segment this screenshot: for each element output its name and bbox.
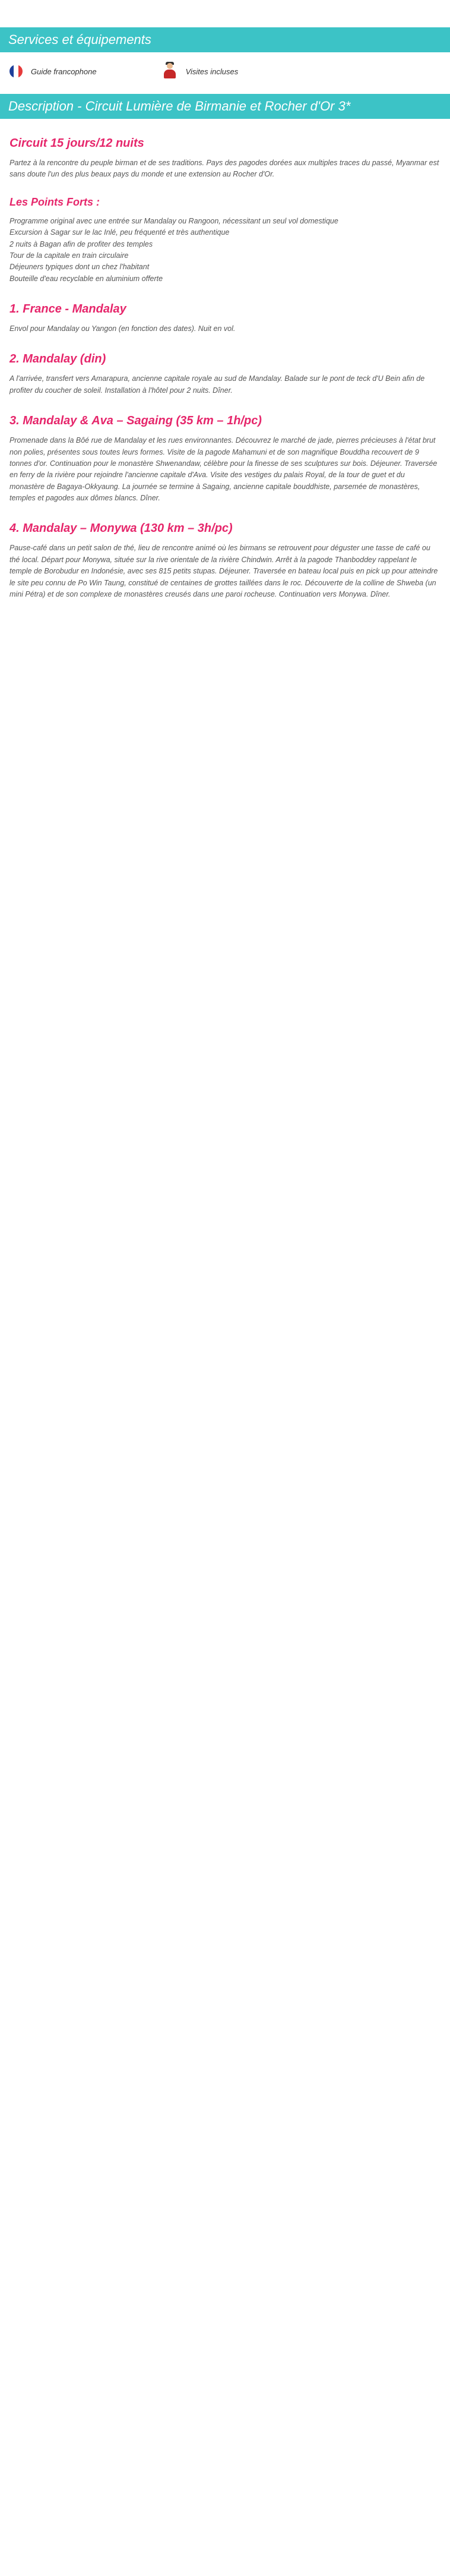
list-item: Excursion à Sagar sur le lac Inlé, peu fréquenté et très authentique bbox=[9, 228, 230, 237]
day-section bbox=[9, 522, 441, 600]
day-title: 3. Mandalay & Ava – Sagaing (35 km – 1h/pc) bbox=[9, 414, 262, 428]
day-text: Envol pour Mandalay ou Yangon (en fonction des dates). Nuit en vol. bbox=[9, 324, 236, 333]
day-title: 1. France - Mandalay bbox=[9, 302, 126, 316]
day-text: Promenade dans la Bôé rue de Mandalay et les rues environnantes. Découvrez le marché de jade, pierres précieuses à l'état brut non polies, présentes sous toutes leurs formes. Visite de la pagode Mahamuni et de son magnifique Bouddha recouvert de 9 tonnes d'or. Continuation pour le monastère Shwenandaw, célèbre pour la finesse de ses sculptures sur bois. Déjeuner. Traversée en ferry de la rivière pour rejoindre l'ancienne capitale d'Ava. Visite des vestiges du palais Royal, de la tour de guet et du monastère de Bagaya-Okkyaung. La journée se termine à Sagaing, ancienne capitale bouddhiste, parsemée de monastères, temples et pagodes aux dômes blancs. Dîner. bbox=[9, 436, 438, 502]
points-forts-list bbox=[9, 216, 441, 285]
day-section bbox=[9, 352, 441, 396]
services-header: Services et équipements bbox=[0, 27, 450, 52]
description-content bbox=[0, 137, 450, 600]
service-item-guide bbox=[9, 65, 97, 78]
day-section bbox=[9, 302, 441, 335]
guide-person-icon bbox=[162, 63, 178, 80]
day-section bbox=[9, 414, 441, 504]
list-item: Bouteille d'eau recyclable en aluminium offerte bbox=[9, 274, 163, 283]
list-item: 2 nuits à Bagan afin de profiter des temples bbox=[9, 239, 153, 248]
intro-text: Partez à la rencontre du peuple birman et de ses traditions. Pays des pagodes dorées aux multiples traces du passé, Myanmar est sans doute l'un des plus beaux pays du monde et une extension au Rocher d'Or. bbox=[9, 159, 439, 179]
services-list bbox=[0, 52, 450, 94]
service-item-visits bbox=[162, 63, 239, 80]
list-item: Déjeuners typiques dont un chez l'habitant bbox=[9, 263, 150, 272]
day-text: A l'arrivée, transfert vers Amarapura, ancienne capitale royale au sud de Mandalay. Balade sur le pont de teck d'U Bein afin de profiter du coucher de soleil. Installation à l'hôtel pour 2 nuits. Dîner. bbox=[9, 374, 425, 395]
list-item: Tour de la capitale en train circulaire bbox=[9, 251, 129, 260]
day-title: 2. Mandalay (din) bbox=[9, 352, 106, 366]
points-forts-title: Les Points Forts : bbox=[9, 196, 100, 208]
description-header: Description - Circuit Lumière de Birmanie et Rocher d'Or 3* bbox=[0, 94, 450, 119]
list-item: Programme original avec une entrée sur Mandalay ou Rangoon, nécessitant un seul vol domestique bbox=[9, 216, 338, 225]
service-label: Visites incluses bbox=[185, 67, 239, 76]
service-label: Guide francophone bbox=[31, 67, 97, 76]
french-flag-icon bbox=[9, 65, 23, 78]
day-text: Pause-café dans un petit salon de thé, lieu de rencontre animé où les birmans se retrouvent pour déguster une tasse de café ou thé local. Départ pour Monywa, située sur la rive orientale de la rivière Chindwin. Arrêt à la pagode Thanboddey rappelant le temple de Borobudur en Indonésie, avec ses 815 petits stupas. Déjeuner. Traversée en bateau local puis en pick up pour atteindre le site peu connu de Po Win Taung, constitué de centaines de grottes taillées dans le roc. Découverte de la colline de Shweba (un mini Pétra) et de son complexe de monastères creusés dans une paroi rocheuse. Continuation vers Monywa. Dîner. bbox=[9, 544, 438, 598]
day-title: 4. Mandalay – Monywa (130 km – 3h/pc) bbox=[9, 522, 233, 535]
circuit-duration: Circuit 15 jours/12 nuits bbox=[9, 137, 144, 150]
